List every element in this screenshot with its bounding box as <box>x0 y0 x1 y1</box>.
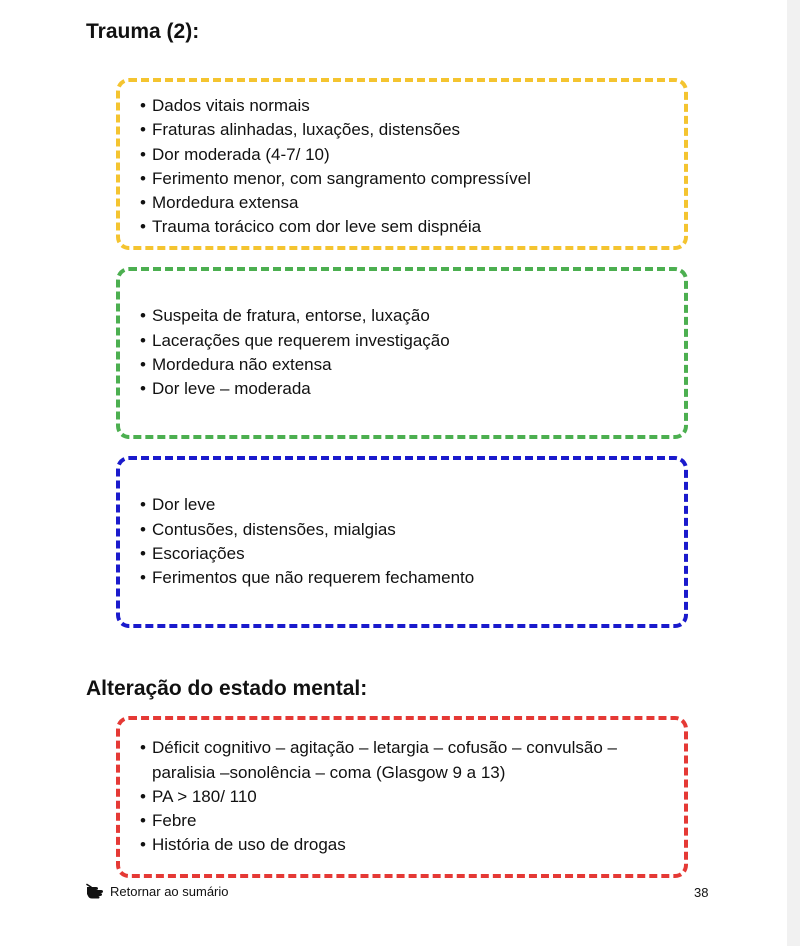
bullet-list <box>140 736 670 857</box>
scrollbar-track[interactable] <box>787 0 800 946</box>
list-item: • Dor leve – moderada <box>140 377 670 401</box>
list-item: • Ferimentos que não requerem fechamento <box>140 566 670 590</box>
pointing-hand-icon <box>86 883 106 899</box>
section-title-trauma: Trauma (2): <box>86 20 200 43</box>
list-item: • Mordedura extensa <box>140 191 670 215</box>
return-to-summary-label: Retornar ao sumário <box>110 883 229 899</box>
triage-box-green <box>116 267 688 439</box>
list-item: • PA > 180/ 110 <box>140 785 670 809</box>
bullet-list <box>140 304 670 401</box>
list-item: • Dor leve <box>140 493 670 517</box>
triage-box-red <box>116 716 688 878</box>
section-title-mental-status: Alteração do estado mental: <box>86 677 368 700</box>
return-to-summary-link[interactable] <box>86 883 229 899</box>
list-item: • Dor moderada (4-7/ 10) <box>140 143 670 167</box>
bullet-list <box>140 94 670 240</box>
list-item: • Trauma torácico com dor leve sem dispnéia <box>140 215 670 239</box>
list-item: • Mordedura não extensa <box>140 353 670 377</box>
list-item: • Contusões, distensões, mialgias <box>140 518 670 542</box>
list-item: • Escoriações <box>140 542 670 566</box>
bullet-list <box>140 493 670 590</box>
list-item: • Ferimento menor, com sangramento compressível <box>140 167 670 191</box>
list-item: • História de uso de drogas <box>140 833 670 857</box>
page-number: 38 <box>694 885 709 900</box>
list-item: • Déficit cognitivo – agitação – letargia – cofusão – convulsão – paralisia –sonolência – coma (Glasgow 9 a 13) <box>140 736 670 785</box>
triage-box-yellow <box>116 78 688 250</box>
list-item: • Lacerações que requerem investigação <box>140 329 670 353</box>
triage-box-blue <box>116 456 688 628</box>
list-item: • Dados vitais normais <box>140 94 670 118</box>
list-item: • Febre <box>140 809 670 833</box>
list-item: • Suspeita de fratura, entorse, luxação <box>140 304 670 328</box>
list-item: • Fraturas alinhadas, luxações, distensões <box>140 118 670 142</box>
